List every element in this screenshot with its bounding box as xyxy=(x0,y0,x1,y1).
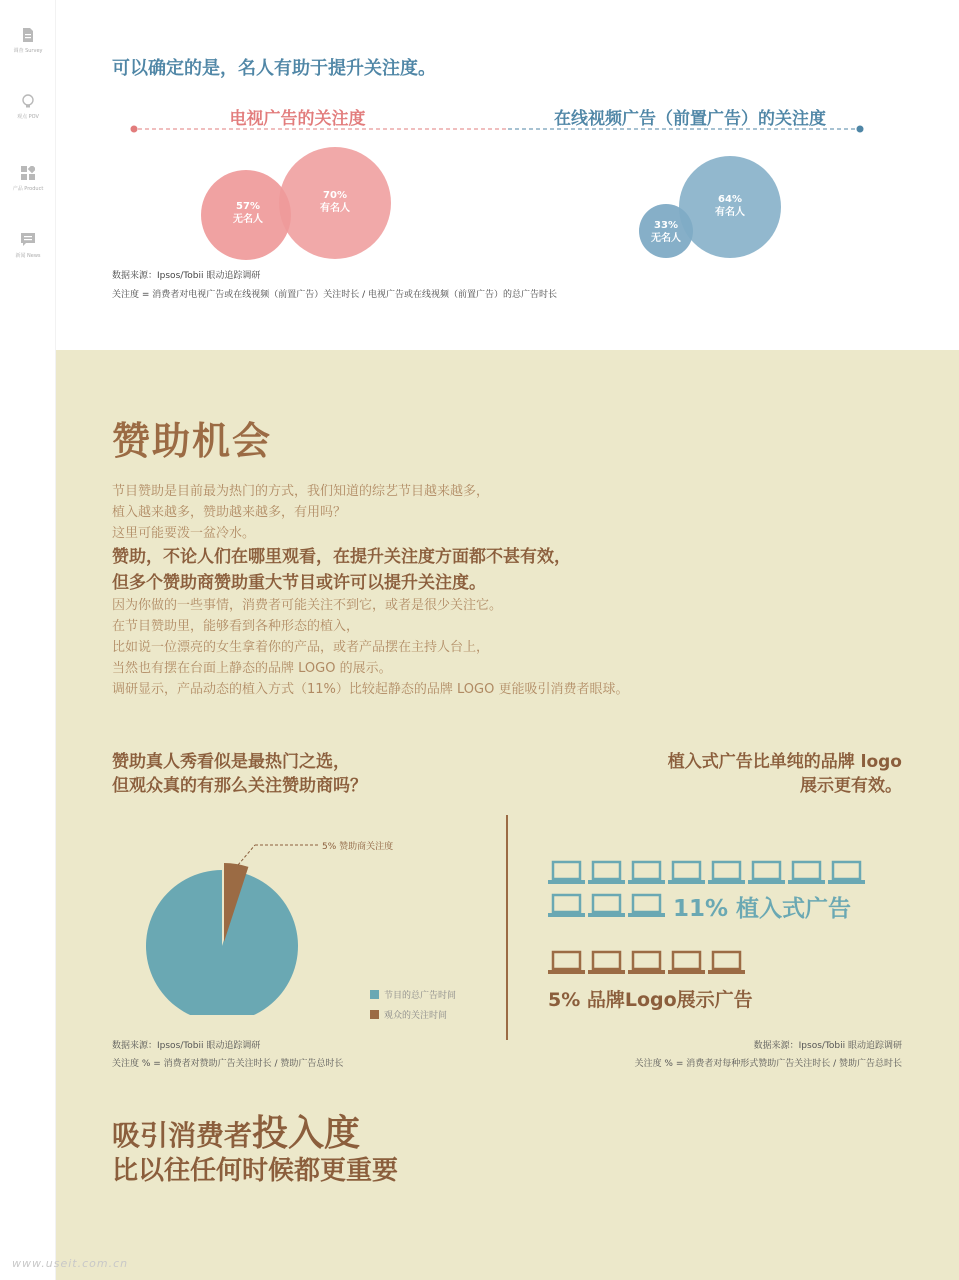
paragraph-line: 因为你做的一些事情，消费者可能关注不到它，或者是很少关注它。 xyxy=(112,598,503,613)
tv-celeb-label xyxy=(305,189,365,215)
pie-slice-total-ad-time xyxy=(146,870,298,1015)
sidebar-item-label: 观点 POV xyxy=(17,114,39,120)
tv-celeb-pct: 70% xyxy=(323,190,347,201)
emphasis-line: 赞助，不论人们在哪里观看，在提升关注度方面都不甚有效， xyxy=(112,547,571,567)
sidebar-item-label: 调查 Survey xyxy=(13,48,43,54)
laptop-icon xyxy=(788,860,825,886)
sidebar-item-label: 新闻 News xyxy=(15,253,41,259)
watermark: www.useit.com.cn xyxy=(12,1257,129,1270)
laptop-icon xyxy=(748,860,785,886)
laptop-icon xyxy=(588,950,625,976)
tv-no-celeb-text: 无名人 xyxy=(233,214,263,225)
laptop-icon xyxy=(668,860,705,886)
paragraph-line: 节目赞助是目前最为热门的方式，我们知道的综艺节目越来越多， xyxy=(112,484,490,499)
laptop-icon xyxy=(548,893,585,919)
page-title: 可以确定的是，名人有助于提升关注度。 xyxy=(112,58,436,79)
laptop-icon xyxy=(668,950,705,976)
tv-celeb-text: 有名人 xyxy=(320,203,350,214)
tv-chart-title: 电视广告的关注度 xyxy=(229,109,366,129)
web-no-celeb-pct: 33% xyxy=(654,220,678,231)
laptop-icon xyxy=(708,860,745,886)
claim-line: 植入式广告比单纯的品牌 logo xyxy=(667,752,902,772)
closing-text: 吸引消费者 xyxy=(112,1119,253,1152)
laptop-icon xyxy=(548,950,585,976)
pie-annotation-leader xyxy=(230,840,325,870)
claim-line: 展示更有效。 xyxy=(800,776,902,796)
laptop-icon xyxy=(548,860,585,886)
tv-no-celeb-label xyxy=(218,200,278,226)
source-note: 数据来源：Ipsos/Tobii 眼动追踪调研 xyxy=(112,271,261,281)
product-placement-label: 11% 植入式广告 xyxy=(673,896,852,922)
web-chart-title: 在线视频广告（前置广告）的关注度 xyxy=(554,109,826,129)
column-divider xyxy=(506,815,508,1040)
paragraph-line: 当然也有摆在台面上静态的品牌 LOGO 的展示。 xyxy=(112,661,392,676)
sponsor-pie-chart xyxy=(145,855,305,1015)
grid-icon xyxy=(21,166,35,180)
web-celeb-pct: 64% xyxy=(718,194,742,205)
paragraph-line: 这里可能要泼一盆冷水。 xyxy=(112,526,256,541)
sidebar-item-label: 产品 Product xyxy=(12,186,44,192)
laptop-row-teal xyxy=(548,860,868,890)
sidebar-item-news[interactable] xyxy=(0,233,56,259)
paragraph-line: 在节目赞助里，能够看到各种形态的植入， xyxy=(112,619,360,634)
legend-swatch xyxy=(370,1010,379,1019)
legend-item-attention xyxy=(370,1008,447,1021)
question-line: 赞助真人秀看似是最热门之选， xyxy=(112,752,350,772)
emphasis-line: 但多个赞助商赞助重大节目或许可以提升关注度。 xyxy=(112,573,486,593)
legend-item-total xyxy=(370,988,456,1001)
paragraph-line: 调研显示，产品动态的植入方式（11%）比较起静态的品牌 LOGO 更能吸引消费者眼球。 xyxy=(112,682,629,697)
closing-emphasis: 投入度 xyxy=(252,1113,361,1154)
sponsor-heading: 赞助机会 xyxy=(112,419,273,463)
logo-display-label: 5% 品牌Logo展示广告 xyxy=(548,989,753,1011)
pie-annotation: 5% 赞助商关注度 xyxy=(322,842,394,852)
paragraph-line: 植入越来越多，赞助越来越多，有用吗？ xyxy=(112,505,347,520)
source-note: 数据来源：Ipsos/Tobii 眼动追踪调研 xyxy=(753,1041,902,1051)
tv-no-celeb-pct: 57% xyxy=(236,201,260,212)
pie-question xyxy=(112,750,367,798)
closing-subheadline: 比以往任何时候都更重要 xyxy=(112,1156,399,1186)
laptop-icon xyxy=(588,893,625,919)
laptop-icon xyxy=(628,893,665,919)
closing-headline xyxy=(112,1105,360,1156)
laptop-row-brown xyxy=(548,950,748,980)
sidebar-item-survey[interactable] xyxy=(0,28,56,54)
laptop-icon xyxy=(828,860,865,886)
sidebar-item-pov[interactable] xyxy=(0,94,56,120)
laptop-row-teal xyxy=(548,893,668,923)
section-divider xyxy=(128,122,868,138)
laptop-icon xyxy=(708,950,745,976)
source-note: 数据来源：Ipsos/Tobii 眼动追踪调研 xyxy=(112,1041,261,1051)
sidebar-item-product[interactable] xyxy=(0,166,56,192)
lightbulb-icon xyxy=(21,94,35,108)
formula-note: 关注度 = 消费者对电视广告或在线视频（前置广告）关注时长 / 电视广告或在线视频（前置广告）的总广告时长 xyxy=(112,290,558,300)
legend-swatch xyxy=(370,990,379,999)
laptop-icon xyxy=(588,860,625,886)
web-no-celeb-label xyxy=(641,219,691,245)
question-line: 但观众真的有那么关注赞助商吗？ xyxy=(112,776,367,796)
formula-note: 关注度 % = 消费者对每种形式赞助广告关注时长 / 赞助广告总时长 xyxy=(634,1059,902,1069)
laptop-icon xyxy=(628,950,665,976)
sidebar xyxy=(0,0,56,1280)
document-icon xyxy=(21,28,35,42)
legend-label: 观众的关注时间 xyxy=(384,1011,448,1021)
laptop-claim xyxy=(668,750,902,798)
chat-icon xyxy=(21,233,35,247)
web-no-celeb-text: 无名人 xyxy=(651,233,681,244)
legend-label: 节目的总广告时间 xyxy=(384,991,457,1001)
web-celeb-label xyxy=(700,193,760,219)
formula-note: 关注度 % = 消费者对赞助广告关注时长 / 赞助广告总时长 xyxy=(112,1059,344,1069)
paragraph-line: 比如说一位漂亮的女生拿着你的产品，或者产品摆在主持人台上， xyxy=(112,640,490,655)
web-celeb-text: 有名人 xyxy=(715,207,745,218)
laptop-icon xyxy=(628,860,665,886)
